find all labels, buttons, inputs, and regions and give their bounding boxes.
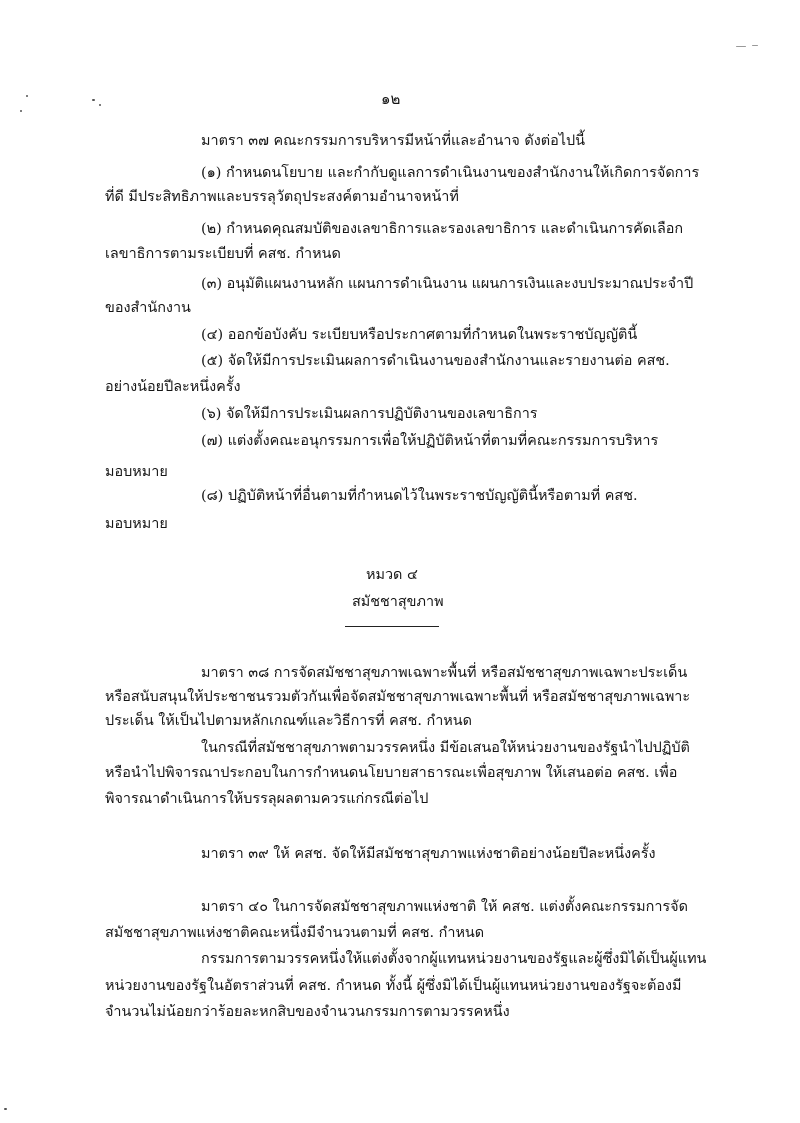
item-5-line-2: อย่างน้อยปีละหนึ่งครั้ง <box>105 379 241 395</box>
item-2-line-2: เลขาธิการตามระเบียบที่ คสช. กำหนด <box>105 246 341 262</box>
item-4-line-1: (๔) ออกข้อบังคับ ระเบียบหรือประกาศตามที่กำหนดในพระราชบัญญัตินี้ <box>201 327 638 343</box>
page-number: ๑๒ <box>381 90 401 108</box>
scan-speck <box>20 110 22 112</box>
chapter-divider <box>345 626 439 627</box>
section-38-para-2-line-1: ในกรณีที่สมัชชาสุขภาพตามวรรคหนึ่ง มีข้อเสนอให้หน่วยงานของรัฐนำไปปฏิบัติ <box>201 740 690 756</box>
section-38-line-3: ประเด็น ให้เป็นไปตามหลักเกณฑ์และวิธีการที่ คสช. กำหนด <box>105 713 472 729</box>
chapter-title: สมัชชาสุขภาพ <box>352 594 444 610</box>
scan-speck <box>99 104 101 106</box>
section-38-para-2-line-3: พิจารณาดำเนินการให้บรรลุผลตามควรแก่กรณีต่อไป <box>105 791 429 807</box>
item-5-line-1: (๕) จัดให้มีการประเมินผลการดำเนินงานของสำนักงานและรายงานต่อ คสช. <box>201 353 670 369</box>
scan-speck <box>736 46 746 47</box>
section-39-line-1: มาตรา ๓๙ ให้ คสช. จัดให้มีสมัชชาสุขภาพแห่งชาติอย่างน้อยปีละหนึ่งครั้ง <box>201 846 656 862</box>
item-1-line-2: ที่ดี มีประสิทธิภาพและบรรลุวัตถุประสงค์ตามอำนาจหน้าที่ <box>105 189 459 205</box>
scan-speck <box>26 95 28 97</box>
item-7-line-1: (๗) แต่งตั้งคณะอนุกรรมการเพื่อให้ปฏิบัติหน้าที่ตามที่คณะกรรมการบริหาร <box>201 433 659 449</box>
section-38-line-1: มาตรา ๓๘ การจัดสมัชชาสุขภาพเฉพาะพื้นที่ หรือสมัชชาสุขภาพเฉพาะประเด็น <box>201 665 688 681</box>
item-3-line-1: (๓) อนุมัติแผนงานหลัก แผนการดำเนินงาน แผนการเงินและงบประมาณประจำปี <box>201 276 694 292</box>
section-40-para-2-line-2: หน่วยงานของรัฐในอัตราส่วนที่ คสช. กำหนด ทั้งนี้ ผู้ซึ่งมิได้เป็นผู้แทนหน่วยงานของรัฐจะต้องมี <box>105 978 682 994</box>
item-3-line-2: ของสำนักงาน <box>105 300 191 316</box>
item-6-line-1: (๖) จัดให้มีการประเมินผลการปฏิบัติงานของเลขาธิการ <box>201 406 538 422</box>
item-7-line-2: มอบหมาย <box>105 464 168 480</box>
section-40-para-2-line-1: กรรมการตามวรรคหนึ่งให้แต่งตั้งจากผู้แทนหน่วยงานของรัฐและผู้ซึ่งมิได้เป็นผู้แทน <box>201 951 707 967</box>
section-40-para-2-line-3: จำนวนไม่น้อยกว่าร้อยละหกสิบของจำนวนกรรมการตามวรรคหนึ่ง <box>105 1004 510 1020</box>
section-38-line-2: หรือสนับสนุนให้ประชาชนรวมตัวกันเพื่อจัดสมัชชาสุขภาพเฉพาะพื้นที่ หรือสมัชชาสุขภาพเฉพาะ <box>105 689 691 705</box>
section-37-heading: มาตรา ๓๗ คณะกรรมการบริหารมีหน้าที่และอำนาจ ดังต่อไปนี้ <box>201 133 585 149</box>
item-8-line-1: (๘) ปฏิบัติหน้าที่อื่นตามที่กำหนดไว้ในพระราชบัญญัตินี้หรือตามที่ คสช. <box>201 488 638 504</box>
chapter-heading: หมวด ๔ <box>366 567 418 583</box>
scan-speck <box>4 1108 7 1110</box>
section-38-para-2-line-2: หรือนำไปพิจารณาประกอบในการกำหนดนโยบายสาธารณะเพื่อสุขภาพ ให้เสนอต่อ คสช. เพื่อ <box>105 765 678 781</box>
item-1-line-1: (๑) กำหนดนโยบาย และกำกับดูแลการดำเนินงานของสำนักงานให้เกิดการจัดการ <box>201 165 700 181</box>
section-40-line-1: มาตรา ๔๐ ในการจัดสมัชชาสุขภาพแห่งชาติ ให้ คสช. แต่งตั้งคณะกรรมการจัด <box>201 899 688 915</box>
scan-speck <box>92 99 95 101</box>
item-8-line-2: มอบหมาย <box>105 516 168 532</box>
section-40-line-2: สมัชชาสุขภาพแห่งชาติคณะหนึ่งมีจำนวนตามที่ คสช. กำหนด <box>105 925 485 941</box>
item-2-line-1: (๒) กำหนดคุณสมบัติของเลขาธิการและรองเลขาธิการ และดำเนินการคัดเลือก <box>201 221 684 237</box>
scan-speck <box>752 45 758 46</box>
